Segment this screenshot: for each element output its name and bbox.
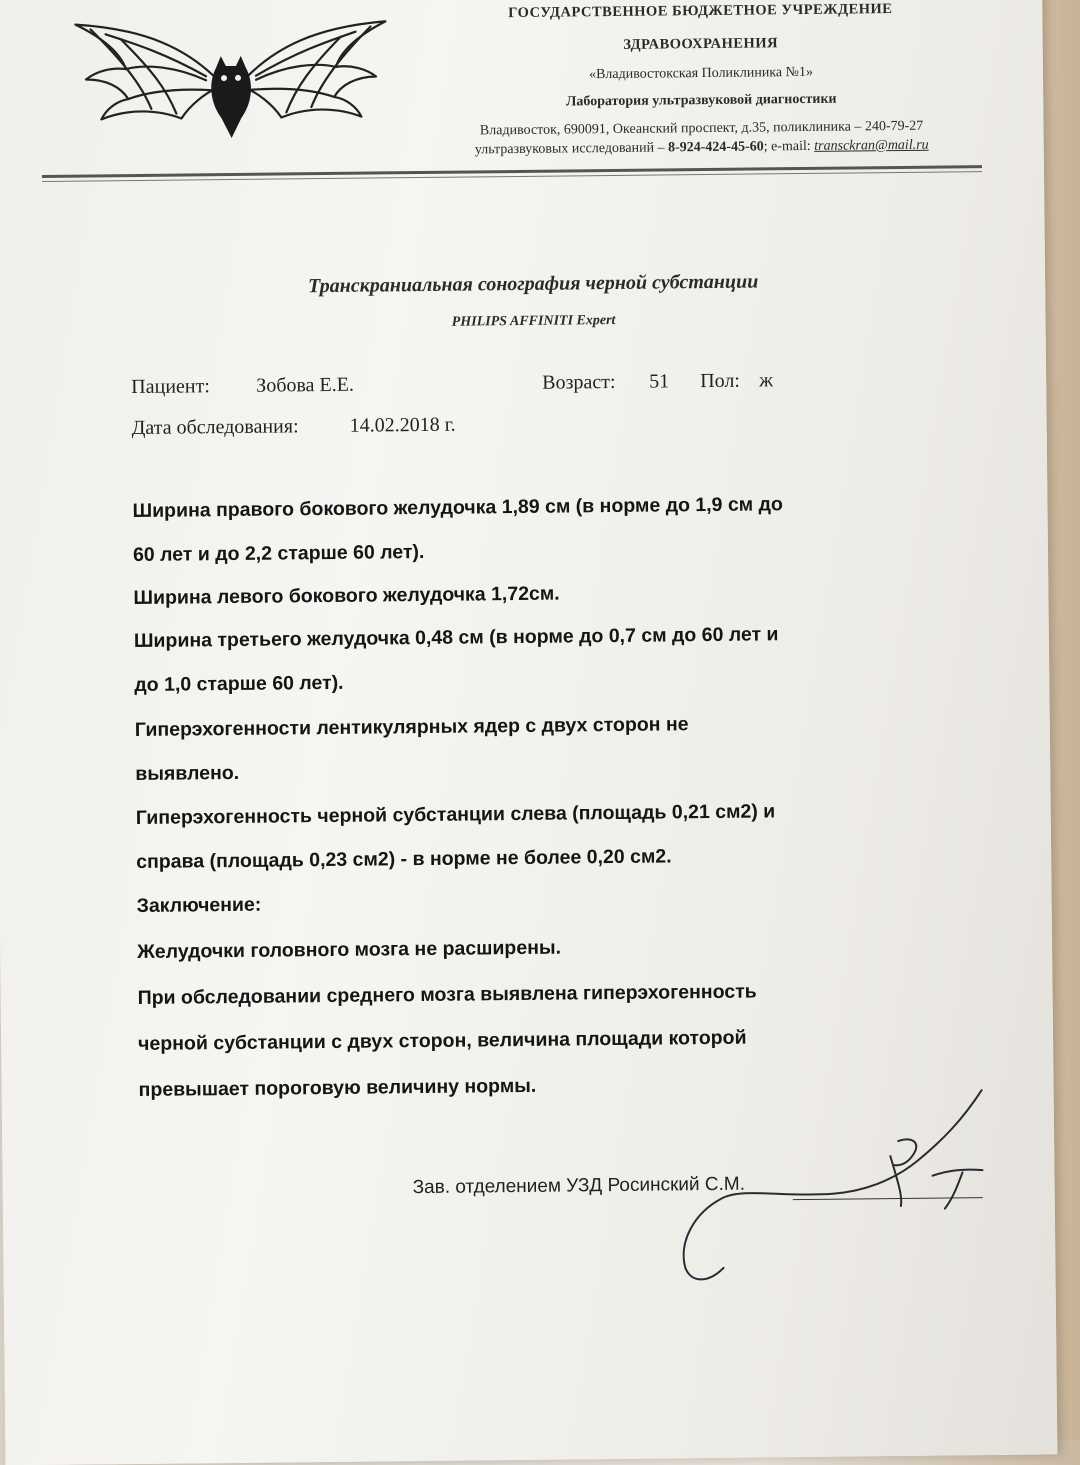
age-value: 51 xyxy=(649,370,670,393)
age-label: Возраст: xyxy=(542,370,616,394)
patient-label: Пациент: xyxy=(131,375,210,399)
sex-value: ж xyxy=(759,369,774,392)
finding-line-5: до 1,0 старше 60 лет). xyxy=(134,671,344,697)
contacts-prefix: ультразвуковых исследований – xyxy=(474,140,665,158)
finding-line-8: Гиперэхогенность черной субстанции слева (площадь 0,21 см2) и xyxy=(135,800,776,830)
contact-email-link[interactable]: transckran@mail.ru xyxy=(814,137,929,154)
contact-phone: 8-924-424-45-60 xyxy=(667,139,764,156)
signature-label: Зав. отделением УЗД Росинский С.М. xyxy=(412,1173,746,1199)
conclusion-line-2: При обследовании среднего мозга выявлена гиперэхогенность xyxy=(137,980,757,1010)
exam-date-label: Дата обследования: xyxy=(131,415,299,440)
document-title: Транскраниальная сонография черной субстанции xyxy=(307,270,759,298)
header-address: Владивосток, 690091, Океанский проспект, д.35, поликлиника – 240-79-27 xyxy=(479,118,924,139)
header-department: ЗДРАВООХРАНЕНИЯ xyxy=(623,35,779,53)
conclusion-line-3: черной субстанции с двух сторон, величина площади которой xyxy=(138,1026,747,1056)
sex-label: Пол: xyxy=(700,369,741,393)
finding-line-2: 60 лет и до 2,2 старше 60 лет). xyxy=(132,540,425,567)
finding-line-9: справа (площадь 0,23 см2) - в норме не более 0,20 см2. xyxy=(136,845,672,874)
conclusion-line-1: Желудочки головного мозга не расширены. xyxy=(137,936,562,964)
header-contacts xyxy=(392,137,1012,159)
conclusion-line-4: превышает пороговую величину нормы. xyxy=(138,1074,537,1102)
patient-name: Зобова Е.Е. xyxy=(256,373,355,397)
device-name: PHILIPS AFFINITI Expert xyxy=(451,312,616,330)
header-lab-name: Лаборатория ультразвуковой диагностики xyxy=(565,91,837,110)
finding-line-4: Ширина третьего желудочка 0,48 см (в норме до 0,7 см до 60 лет и xyxy=(133,623,779,653)
finding-line-3: Ширина левого бокового желудочка 1,72см. xyxy=(133,582,560,610)
email-prefix: ; e-mail: xyxy=(763,138,811,155)
conclusion-heading: Заключение: xyxy=(136,893,262,918)
exam-date-value: 14.02.2018 г. xyxy=(349,413,456,437)
finding-line-7: выявлено. xyxy=(135,761,240,786)
finding-line-1: Ширина правого бокового желудочка 1,89 см (в норме до 1,9 см до xyxy=(132,493,783,523)
finding-line-6: Гиперэхогенности лентикулярных ядер с двух сторон не xyxy=(134,713,689,742)
handwritten-signature-icon xyxy=(662,1080,1004,1294)
bat-logo-icon xyxy=(65,6,396,144)
header-clinic-name: «Владивостокская Поликлиника №1» xyxy=(588,64,814,83)
header-institution: ГОСУДАРСТВЕННОЕ БЮДЖЕТНОЕ УЧРЕЖДЕНИЕ xyxy=(508,1,893,22)
